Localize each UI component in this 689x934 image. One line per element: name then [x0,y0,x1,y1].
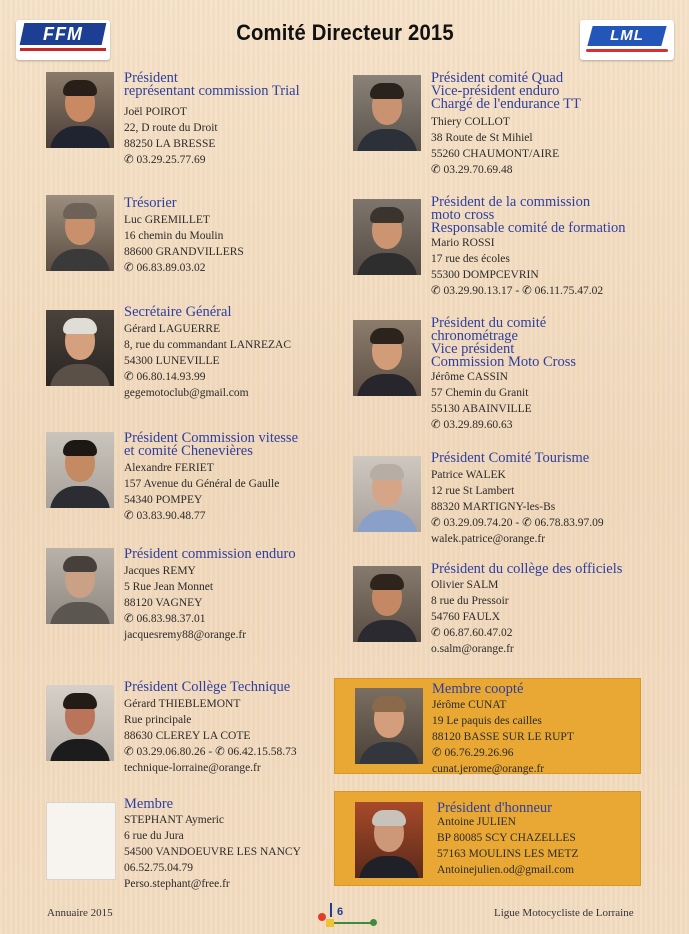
member-name: Olivier SALM [431,579,499,591]
phone: ✆ 06.80.14.93.99 [124,371,206,383]
badge-red-dot [318,913,326,921]
member-name: Jérôme CUNAT [432,699,507,711]
ffm-logo-stripe [20,48,106,51]
role-title: Président d'honneur [437,800,552,816]
role-title: Président Comité Tourisme [431,450,590,466]
phone: ✆ 06.83.98.37.01 [124,613,206,625]
address-line: 8, rue du commandant LANREZAC [124,339,292,351]
portrait-photo [46,72,114,148]
role-title: Président Commission vitesse et comité Chenevières [124,430,298,459]
page-title: Comité Directeur 2015 [236,20,454,45]
lml-logo-text: LML [610,27,644,44]
postal-city: 55300 DOMPCEVRIN [431,269,539,281]
contact-details [437,814,579,878]
address-line: 38 Route de St Mihiel [431,132,533,144]
contact-details [432,697,574,777]
postal-city: 54500 VANDOEUVRE LES NANCY [124,846,301,858]
portrait-photo [353,456,421,532]
portrait-placeholder [46,802,116,880]
member-name: Antoine JULIEN [437,816,516,828]
postal-city: 54760 FAULX [431,611,501,623]
postal-city: 88630 CLEREY LA COTE [124,730,251,742]
contact-details [431,369,532,433]
portrait-photo [46,548,114,624]
address-line: 157 Avenue du Général de Gaulle [124,478,280,490]
role-title: Président du collège des officiels [431,561,623,577]
email: walek.patrice@orange.fr [431,533,546,545]
lml-logo [580,20,674,60]
postal-city: 88120 VAGNEY [124,597,203,609]
address-line: Rue principale [124,714,192,726]
footer-annuaire: Annuaire 2015 [47,907,113,919]
member-name: Gérard THIEBLEMONT [124,698,241,710]
member-name: STEPHANT Aymeric [124,814,224,826]
contact-details [124,812,301,892]
postal-city: 57163 MOULINS LES METZ [437,848,579,860]
postal-city: 55260 CHAUMONT/AIRE [431,148,560,160]
postal-city: 88250 LA BRESSE [124,138,216,150]
member-name: Luc GREMILLET [124,214,210,226]
portrait-photo [353,566,421,642]
ffm-logo-text: FFM [43,24,83,44]
badge-bar [330,903,332,917]
contact-details [431,235,603,299]
email: technique-lorraine@orange.fr [124,762,261,774]
role-title: Président Collège Technique [124,679,291,695]
portrait-photo [46,310,114,386]
phone: ✆ 03.29.90.13.17 - ✆ 06.11.75.47.02 [431,285,604,297]
address-line: 17 rue des écoles [431,253,510,265]
member-name: Jacques REMY [124,565,196,577]
portrait-photo [353,199,421,275]
member-name: Jérôme CASSIN [431,371,508,383]
portrait-photo [355,688,423,764]
address-line: 6 rue du Jura [124,830,184,842]
phone: ✆ 03.29.25.77.69 [124,154,206,166]
contact-details [124,321,291,401]
address-line: 22, D route du Droit [124,122,218,134]
member-name: Thiery COLLOT [431,116,510,128]
role-title: Président de la commission moto cross Responsable comité de formation [431,194,626,236]
address-line: 16 chemin du Moulin [124,230,224,242]
address-line: 5 Rue Jean Monnet [124,581,214,593]
badge-green-line [334,922,372,924]
postal-city: 88320 MARTIGNY-les-Bs [431,501,556,513]
role-title: Membre [124,796,174,812]
phone: ✆ 06.83.89.03.02 [124,262,206,274]
portrait-photo [46,195,114,271]
email: jacquesremy88@orange.fr [124,629,247,641]
role-title: Membre coopté [432,681,524,697]
phone: ✆ 03.83.90.48.77 [124,510,206,522]
badge-yellow-square [326,919,334,927]
email: Perso.stephant@free.fr [124,878,230,890]
role-title: Président comité Quad Vice-président enduro Chargé de l'endurance TT [431,70,581,112]
phone: 06.52.75.04.79 [124,862,193,874]
member-name: Joël POIROT [124,106,187,118]
contact-details [124,104,218,168]
page-number: 6 [337,906,344,918]
role-title: Président représentant commission Trial [124,70,300,99]
member-name: Alexandre FERIET [124,462,214,474]
page-number-badge [318,903,378,929]
phone: ✆ 06.76.29.26.96 [432,747,514,759]
postal-city: 88120 BASSE SUR LE RUPT [432,731,574,743]
address-line: 19 Le paquis des cailles [432,715,542,727]
contact-details [124,460,279,524]
member-name: Mario ROSSI [431,237,495,249]
badge-green-dot [370,919,377,926]
address-line: 57 Chemin du Granit [431,387,529,399]
phone: ✆ 06.87.60.47.02 [431,627,513,639]
role-title: Président commission enduro [124,546,296,562]
phone: ✆ 03.29.06.80.26 - ✆ 06.42.15.58.73 [124,746,297,758]
portrait-photo [355,802,423,878]
contact-details [431,114,559,178]
phone: ✆ 03.29.89.60.63 [431,419,513,431]
address-line: 8 rue du Pressoir [431,595,509,607]
role-title: Président du comité chronométrage Vice président Commission Moto Cross [431,315,577,370]
contact-details [124,563,246,643]
email: cunat.jerome@orange.fr [432,763,545,775]
email: gegemotoclub@gmail.com [124,387,249,399]
postal-city: 54340 POMPEY [124,494,203,506]
portrait-photo [353,320,421,396]
ffm-logo [16,20,110,60]
phone: ✆ 03.29.70.69.48 [431,164,513,176]
portrait-photo [46,685,114,761]
email: o.salm@orange.fr [431,643,514,655]
contact-details [124,212,244,276]
email: Antoinejulien.od@gmail.com [437,864,575,876]
address-line: 12 rue St Lambert [431,485,515,497]
postal-city: 88600 GRANDVILLERS [124,246,244,258]
role-title: Trésorier [124,195,177,211]
portrait-photo [353,75,421,151]
contact-details [124,696,297,776]
member-name: Patrice WALEK [431,469,506,481]
footer-ligue: Ligue Motocycliste de Lorraine [494,907,634,919]
postal-city: 55130 ABAINVILLE [431,403,532,415]
contact-details [431,467,604,547]
member-name: Gérard LAGUERRE [124,323,221,335]
role-title: Secrétaire Général [124,304,232,320]
phone: ✆ 03.29.09.74.20 - ✆ 06.78.83.97.09 [431,517,604,529]
portrait-photo [46,432,114,508]
postal-city: 54300 LUNEVILLE [124,355,220,367]
lml-logo-swoosh [586,49,668,52]
contact-details [431,577,514,657]
address-line: BP 80085 SCY CHAZELLES [437,832,576,844]
